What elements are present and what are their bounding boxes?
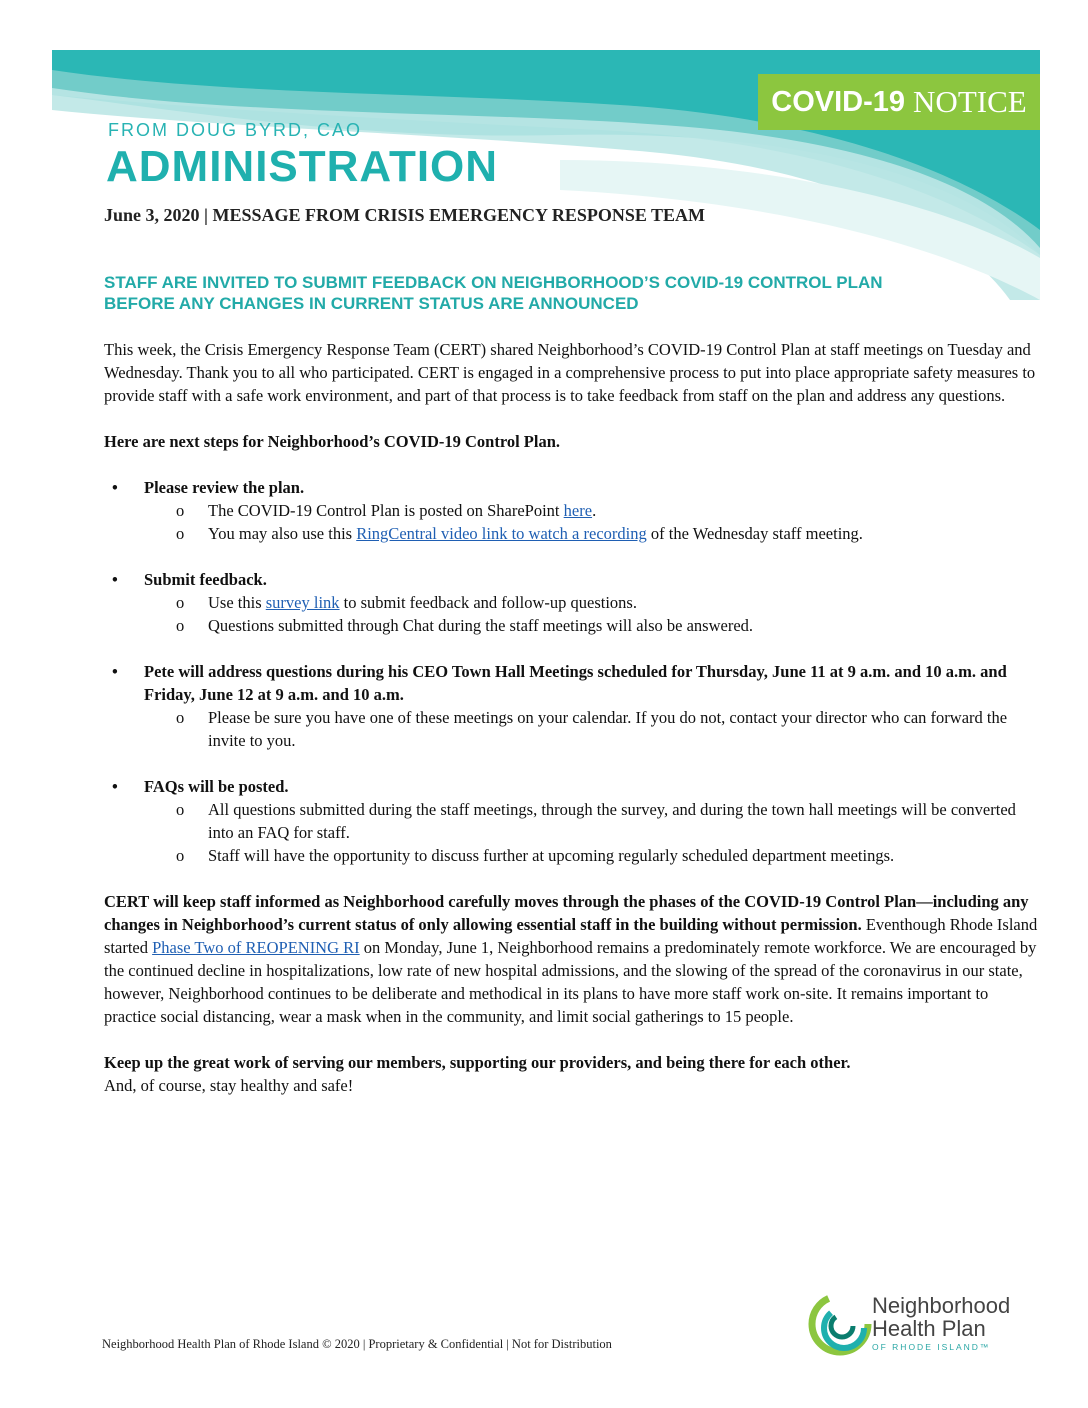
notice-label: NOTICE	[913, 84, 1027, 119]
footer-text: Neighborhood Health Plan of Rhode Island © 2020 | Proprietary & Confidential | Not for Distribution	[102, 1337, 612, 1351]
step-faqs: • FAQs will be posted.	[104, 775, 1044, 798]
covid-notice-badge	[758, 74, 1040, 130]
signoff-bold: Keep up the great work of serving our members, supporting our providers, and being there for each other.	[104, 1053, 851, 1072]
step-feedback-sub-2: o Questions submitted through Chat during the staff meetings will also be answered.	[104, 614, 1044, 637]
signoff-plain: And, of course, stay healthy and safe!	[104, 1076, 354, 1095]
nhp-logo-text	[872, 1294, 1010, 1353]
from-line: FROM DOUG BYRD, CAO	[108, 120, 363, 140]
step-review-sub-1: o The COVID-19 Control Plan is posted on SharePoint here.	[104, 499, 1044, 522]
department-title: ADMINISTRATION	[106, 142, 499, 191]
intro-paragraph: This week, the Crisis Emergency Response Team (CERT) shared Neighborhood’s COVID-19 Control Plan at staff meetings on Tuesday and Wednesday. Thank you to all who participated. CERT is engaged in a comprehensive process to put into place appropriate safety measures to provide staff with a safe work environment, and part of that process is to take feedback from staff on the plan and address any questions.	[104, 340, 1036, 405]
dateline: June 3, 2020 | MESSAGE FROM CRISIS EMERGENCY RESPONSE TEAM	[104, 205, 706, 225]
next-steps-heading: Here are next steps for Neighborhood’s COVID-19 Control Plan.	[104, 432, 561, 451]
body-content	[104, 338, 1044, 1097]
logo-line-2: Health Plan	[872, 1316, 986, 1341]
notice-label-bold: COVID-19	[771, 85, 906, 118]
step-review-sub-2: o You may also use this RingCentral video link to watch a recording of the Wednesday staff meeting.	[104, 522, 1044, 545]
sharepoint-here-link[interactable]: here	[563, 501, 593, 520]
headline-line-2: BEFORE ANY CHANGES IN CURRENT STATUS ARE ANNOUNCED	[104, 294, 639, 313]
closing-paragraph: CERT will keep staff informed as Neighborhood carefully moves through the phases of the COVID-19 Control Plan—including any changes in Neighborhood’s current status of only allowing essential staff in the building without permission. Eventhough Rhode Island started Phase Two of REOPENING RI on Monday, June 1, Neighborhood remains a predominately remote workforce. We are encouraged by the continued decline in hospitalizations, low rate of new hospital admissions, and the slowing of the spread of the coronavirus in our state, however, Neighborhood continues to be deliberate and methodical in its plans to have more staff work on-site. It remains important to practice social distancing, wear a mask when in the community, and limit social gatherings to 15 people.	[104, 892, 1038, 1026]
step-townhall: • Pete will address questions during his CEO Town Hall Meetings scheduled for Thursday, June 11 at 9 a.m. and 10 a.m. and Friday, June 12 at 9 a.m. and 10 a.m.	[104, 660, 1044, 706]
headline-line-1: STAFF ARE INVITED TO SUBMIT FEEDBACK ON NEIGHBORHOOD’S COVID-19 CONTROL PLAN	[104, 273, 883, 292]
step-review: • Please review the plan.	[104, 476, 1044, 499]
ringcentral-recording-link[interactable]: RingCentral video link to watch a recording	[356, 524, 647, 543]
logo-line-3: OF RHODE ISLAND™	[872, 1342, 991, 1352]
survey-link[interactable]: survey link	[265, 593, 340, 612]
step-townhall-sub-1: o Please be sure you have one of these meetings on your calendar. If you do not, contact your director who can forward the invite to you.	[104, 706, 1044, 752]
step-feedback: • Submit feedback.	[104, 568, 1044, 591]
headline	[104, 272, 1004, 314]
step-feedback-sub-1: o Use this survey link to submit feedback and follow-up questions.	[104, 591, 1044, 614]
step-faqs-sub-2: o Staff will have the opportunity to discuss further at upcoming regularly scheduled department meetings.	[104, 844, 1044, 867]
logo-line-1: Neighborhood	[872, 1293, 1011, 1318]
step-faqs-sub-1: o All questions submitted during the staff meetings, through the survey, and during the town hall meetings will be converted into an FAQ for staff.	[104, 798, 1044, 844]
reopening-ri-link[interactable]: Phase Two of REOPENING RI	[152, 938, 360, 957]
